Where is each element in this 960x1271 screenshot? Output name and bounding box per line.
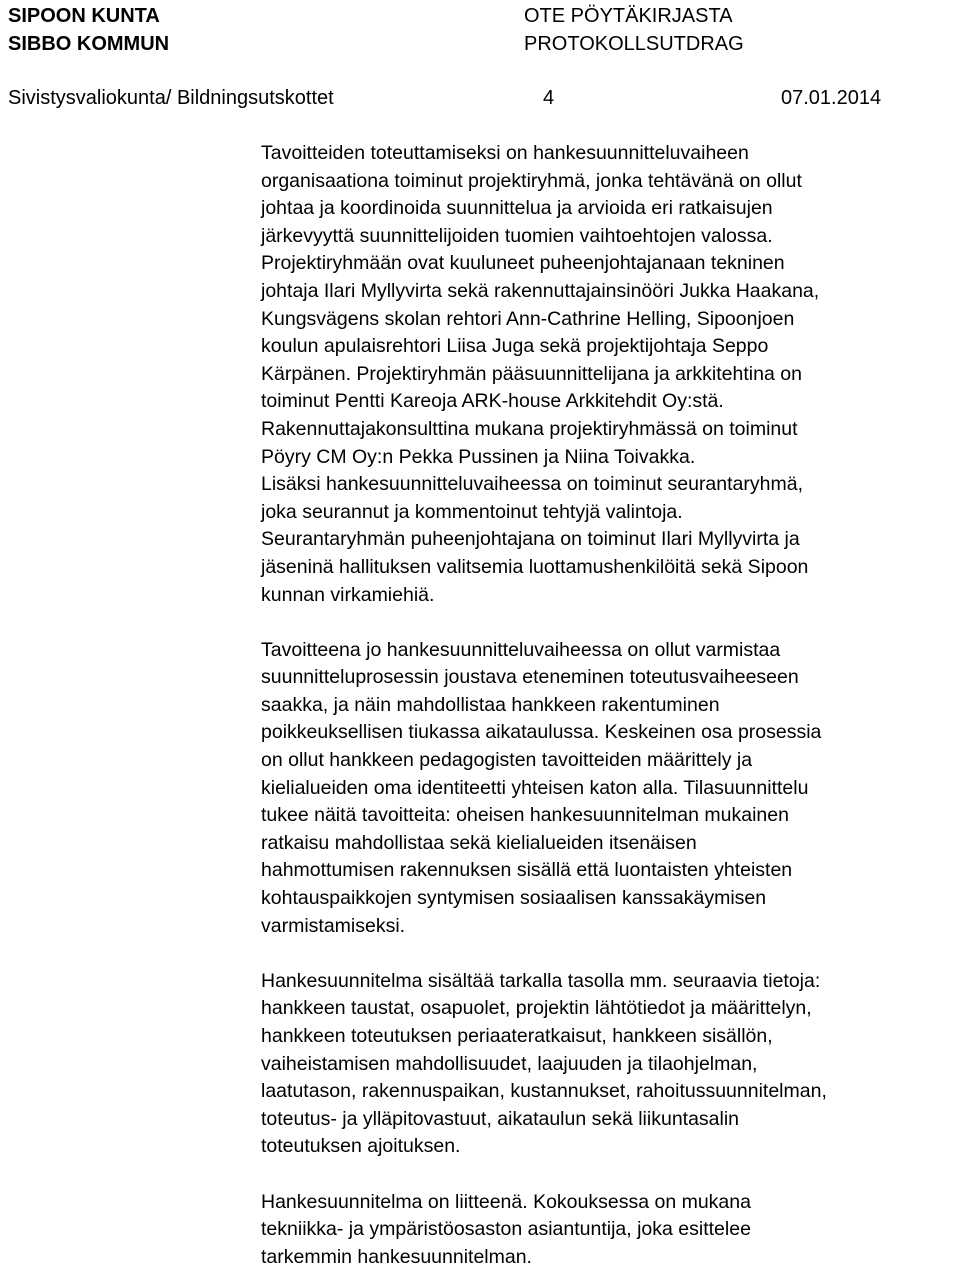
paragraph-attachment: Hankesuunnitelma on liitteenä. Kokouksessa on mukana tekniikka- ja ympäristöosaston asiantuntija, joka esittelee tarkemmin hankesuunnitelman. [261,1190,751,1268]
doc-type-finnish: OTE PÖYTÄKIRJASTA [524,5,733,27]
page-number: 4 [543,87,555,109]
document-type-block [524,2,744,58]
meeting-info-line [0,84,960,112]
document-body [261,140,956,1271]
doc-type-swedish: PROTOKOLLSUTDRAG [524,33,744,55]
paragraph-objectives: Tavoitteena jo hankesuunnitteluvaiheessa on ollut varmistaa suunnitteluprosessin joustava eteneminen toteutusvaiheeseen saakka, ja näin mahdollistaa hankkeen rakentuminen poikkeuksellisen tiukassa aikataulussa. Keskeinen osa prosessia on ollut hankkeen pedagogisten tavoitteiden määrittely ja kielialueiden oma identiteetti yhteisen katon alla. Tilasuunnittelu tukee näitä tavoitteita: oheisen hankesuunnitelman mukainen ratkaisu mahdollistaa sekä kielialueiden itsenäisen hahmottumisen rakennuksen sisällä että luontaisten yhteisten kohtauspaikkojen syntymisen sosiaalisen kanssakäymisen varmistamiseksi. [261,638,822,937]
paragraph-plan-contents: Hankesuunnitelma sisältää tarkalla tasolla mm. seuraavia tietoja: hankkeen taustat, osapuolet, projektin lähtötiedot ja määrittelyn, hankkeen toteutuksen periaateratkaisut, hankkeen sisällön, vaiheistamisen mahdollisuudet, laajuuden ja tilaohjelman, laatutason, rakennuspaikan, kustannukset, rahoitussuunnitelman, toteutus- ja ylläpitovastuut, aikataulun sekä liikuntasalin toteutuksen ajoituksen. [261,969,827,1158]
org-name-finnish: SIPOON KUNTA [8,5,160,27]
paragraph-project-group: Tavoitteiden toteuttamiseksi on hankesuunnitteluvaiheen organisaationa toiminut projektiryhmä, jonka tehtävänä on ollut johtaa ja koordinoida suunnittelua ja arvioida eri ratkaisujen järkevyyttä suunnittelijoiden tuomien vaihtoehtojen valossa. Projektiryhmään ovat kuuluneet puheenjohtajanaan tekninen johtaja Ilari Myllyvirta sekä rakennuttajainsinööri Jukka Haakana, Kungsvägens skolan rehtori Ann-Cathrine Helling, Sipoonjoen koulun apulaisrehtori Liisa Juga sekä projektijohtaja Seppo Kärpänen. Projektiryhmän pääsuunnittelijana ja arkkitehtina on toiminut Pentti Kareoja ARK-house Arkkitehdit Oy:stä. Rakennuttajakonsulttina mukana projektiryhmässä on toiminut Pöyry CM Oy:n Pekka Pussinen ja Niina Toivakka. Lisäksi hankesuunnitteluvaiheessa on toiminut seurantaryhmä, joka seurannut ja kommentoinut tehtyjä valintoja. Seurantaryhmän puheenjohtajana on toiminut Ilari Myllyvirta ja jäseninä hallituksen valitsemia luottamushenkilöitä sekä Sipoon kunnan virkamiehiä. [261,142,820,606]
organization-block [8,2,169,58]
committee-name: Sivistysvaliokunta/ Bildningsutskottet [8,87,334,109]
org-name-swedish: SIBBO KOMMUN [8,33,170,55]
meeting-date: 07.01.2014 [781,87,882,109]
